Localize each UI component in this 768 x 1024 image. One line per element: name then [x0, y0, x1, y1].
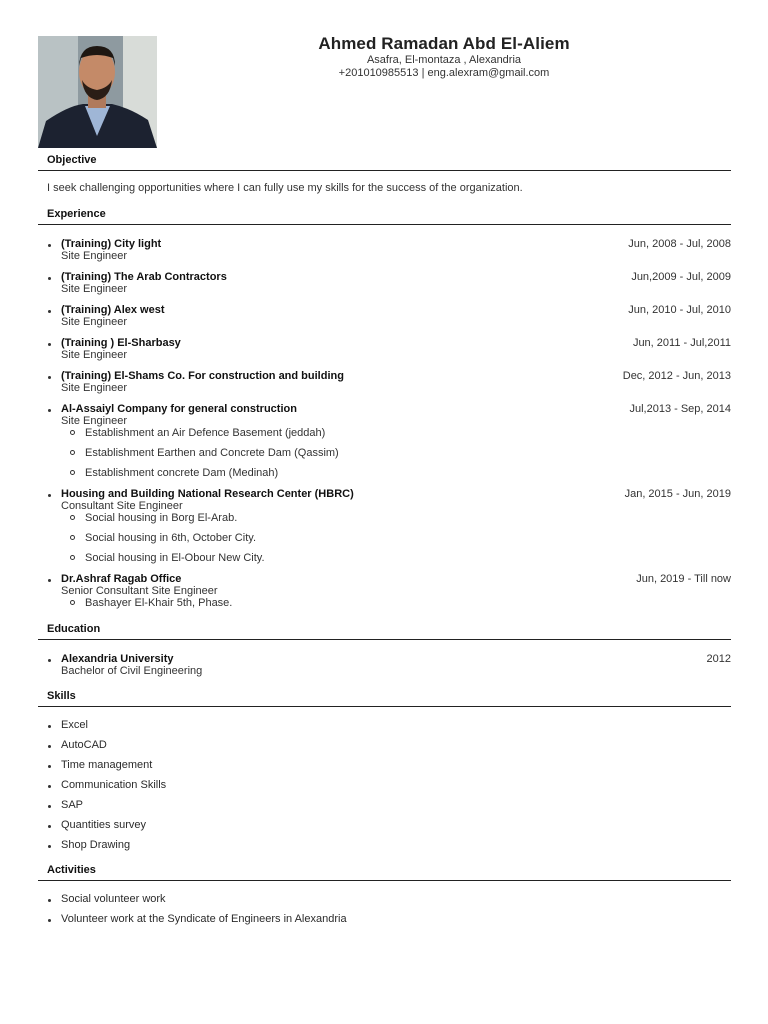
entry-role: Site Engineer: [61, 316, 128, 328]
experience-list: [38, 238, 731, 609]
experience-section: [38, 208, 731, 609]
skill-item: Quantities survey: [38, 819, 731, 831]
address-line: Asafra, El-montaza , Alexandria: [366, 54, 522, 66]
education-section: [38, 623, 731, 677]
education-list: [38, 653, 731, 677]
activities-list: [38, 893, 731, 925]
experience-item: [38, 337, 731, 361]
entry-date: Dec, 2012 - Jun, 2013: [622, 370, 731, 382]
education-item: [38, 653, 731, 677]
entry-title: Alexandria University: [61, 653, 174, 665]
skill-item: AutoCAD: [38, 739, 731, 751]
skill-item: Communication Skills: [38, 779, 731, 791]
entry-date: Jun, 2019 - Till now: [636, 573, 731, 585]
activities-section: [38, 864, 731, 925]
skills-list: [38, 719, 731, 851]
skill-item: Time management: [38, 759, 731, 771]
entry-role: Site Engineer: [61, 382, 128, 394]
section-title: Skills: [38, 690, 731, 707]
contact-line[interactable]: +201010985513 | eng.alexram@gmail.com: [338, 67, 550, 79]
section-title: Objective: [38, 154, 731, 171]
detail-list: [61, 512, 731, 564]
objective-section: [38, 154, 731, 194]
profile-photo: [38, 36, 157, 148]
experience-item: [38, 488, 731, 564]
candidate-name: Ahmed Ramadan Abd El-Aliem: [318, 34, 570, 53]
entry-title: Housing and Building National Research Center (HBRC): [61, 488, 354, 500]
detail-item: Bashayer El-Khair 5th, Phase.: [61, 597, 731, 609]
section-title: Activities: [38, 864, 731, 881]
entry-date: Jun,2009 - Jul, 2009: [631, 271, 731, 283]
entry-date: 2012: [706, 653, 731, 665]
detail-item: Social housing in Borg El-Arab.: [61, 512, 731, 524]
entry-title: (Training) Alex west: [61, 304, 165, 316]
detail-item: Social housing in 6th, October City.: [61, 532, 731, 544]
entry-date: Jan, 2015 - Jun, 2019: [624, 488, 731, 500]
entry-title: Al-Assaiyl Company for general construction: [61, 403, 297, 415]
entry-role: Site Engineer: [61, 415, 128, 427]
skill-item: SAP: [38, 799, 731, 811]
detail-list: [61, 427, 731, 479]
experience-item: [38, 573, 731, 609]
detail-item: Establishment an Air Defence Basement (jeddah): [61, 427, 731, 439]
entry-title: (Training) The Arab Contractors: [61, 271, 227, 283]
entry-date: Jun, 2011 - Jul,2011: [632, 337, 731, 349]
entry-title: Dr.Ashraf Ragab Office: [61, 573, 182, 585]
detail-list: [61, 597, 731, 609]
experience-item: [38, 238, 731, 262]
entry-role: Consultant Site Engineer: [61, 500, 183, 512]
entry-date: Jun, 2010 - Jul, 2010: [628, 304, 731, 316]
entry-role: Site Engineer: [61, 283, 128, 295]
entry-date: Jun, 2008 - Jul, 2008: [628, 238, 731, 250]
entry-date: Jul,2013 - Sep, 2014: [629, 403, 731, 415]
resume-header: [160, 34, 728, 80]
entry-title: (Training) City light: [61, 238, 162, 250]
entry-title: (Training ) El-Sharbasy: [61, 337, 181, 349]
section-title: Education: [38, 623, 731, 640]
section-title: Experience: [38, 208, 731, 225]
experience-item: [38, 403, 731, 479]
detail-item: Establishment Earthen and Concrete Dam (Qassim): [61, 447, 731, 459]
entry-role: Bachelor of Civil Engineering: [61, 665, 203, 677]
activity-item: Social volunteer work: [38, 893, 731, 905]
detail-item: Establishment concrete Dam (Medinah): [61, 467, 731, 479]
detail-item: Social housing in El-Obour New City.: [61, 552, 731, 564]
skill-item: Shop Drawing: [38, 839, 731, 851]
entry-role: Site Engineer: [61, 349, 128, 361]
skills-section: [38, 690, 731, 851]
entry-role: Site Engineer: [61, 250, 128, 262]
entry-role: Senior Consultant Site Engineer: [61, 585, 218, 597]
profile-photo-image: [38, 36, 157, 148]
skill-item: Excel: [38, 719, 731, 731]
experience-item: [38, 271, 731, 295]
experience-item: [38, 304, 731, 328]
activity-item: Volunteer work at the Syndicate of Engineers in Alexandria: [38, 913, 731, 925]
experience-item: [38, 370, 731, 394]
objective-text: I seek challenging opportunities where I can fully use my skills for the success of the organization.: [47, 182, 523, 194]
entry-title: (Training) El-Shams Co. For construction and building: [61, 370, 344, 382]
